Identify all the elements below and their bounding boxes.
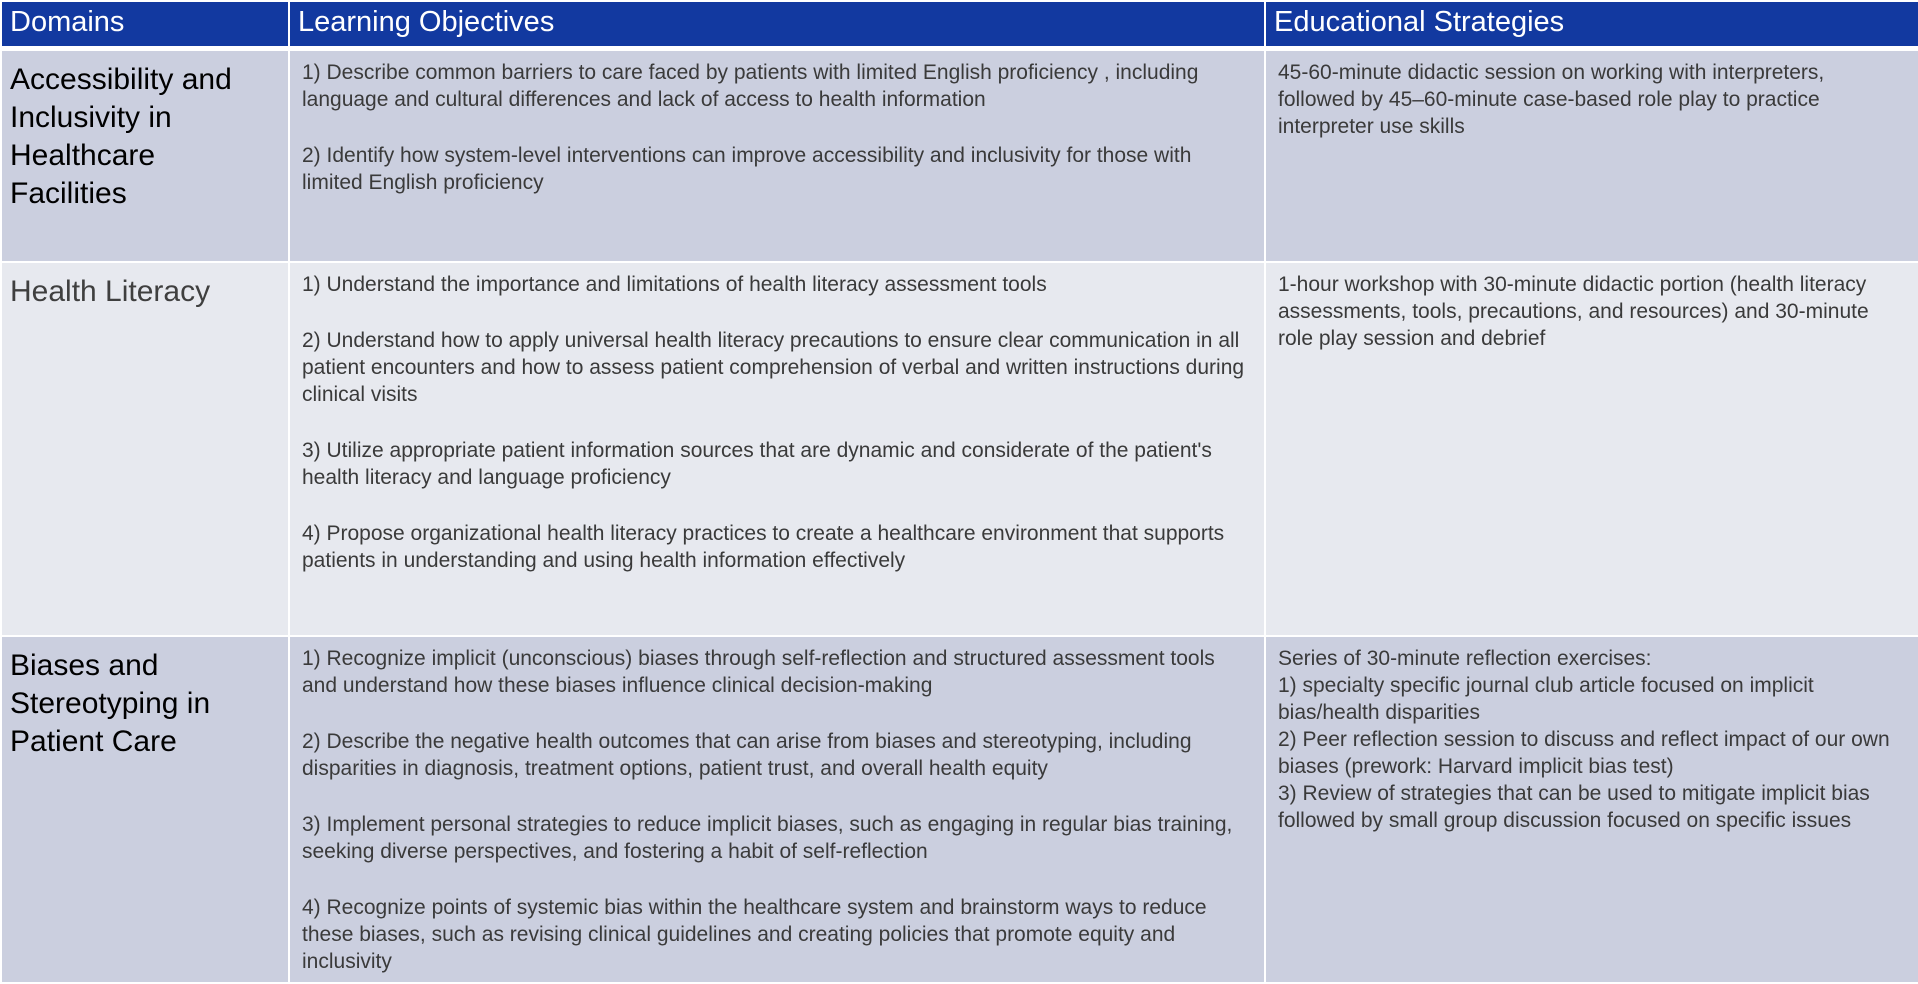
domain-cell: Accessibility and Inclusivity in Healthcare Facilities <box>1 48 289 262</box>
objectives-cell <box>289 636 1265 983</box>
strategy-item: 1) specialty specific journal club article focused on implicit bias/health disparities <box>1278 674 1814 724</box>
objective-item: 2) Understand how to apply universal health literacy precautions to ensure clear communication in all patient encounters and how to assess patient comprehension of verbal and written instructions during clinical visits <box>302 329 1245 406</box>
objective-item: 3) Utilize appropriate patient information sources that are dynamic and considerate of the patient's health literacy and language proficiency <box>302 439 1212 489</box>
objective-item: 4) Propose organizational health literacy practices to create a healthcare environment that supports patients in understanding and using health information effectively <box>302 522 1225 572</box>
header-row <box>1 1 1918 48</box>
objective-item: 1) Describe common barriers to care faced by patients with limited English proficiency , including language and cultural differences and lack of access to health information <box>302 60 1199 111</box>
table-row <box>1 636 1918 983</box>
strategy-item: Series of 30-minute reflection exercises: <box>1278 647 1652 670</box>
objective-item: 4) Recognize points of systemic bias within the healthcare system and brainstorm ways to reduce these biases, such as revising clinical guidelines and creating policies that promote equity and inclusivity <box>302 896 1207 973</box>
table-row <box>1 48 1918 262</box>
strategy-item: 45-60-minute didactic session on working with interpreters, followed by 45–60-minute case-based role play to practice interpreter use skills <box>1278 60 1825 138</box>
objective-item: 3) Implement personal strategies to reduce implicit biases, such as engaging in regular bias training, seeking diverse perspectives, and fostering a habit of self-reflection <box>302 813 1233 863</box>
objective-item: 2) Identify how system-level interventions can improve accessibility and inclusivity for those with limited English proficiency <box>302 143 1192 194</box>
domain-cell: Biases and Stereotyping in Patient Care <box>1 636 289 983</box>
strategies-cell <box>1265 262 1918 636</box>
domain-cell: Health Literacy <box>1 262 289 636</box>
strategies-cell <box>1265 48 1918 262</box>
header-educational-strategies: Educational Strategies <box>1265 1 1918 48</box>
strategy-item: 3) Review of strategies that can be used to mitigate implicit bias followed by small group discussion focused on specific issues <box>1278 782 1870 832</box>
objective-item: 1) Recognize implicit (unconscious) biases through self-reflection and structured assessment tools and understand how these biases influence clinical decision-making <box>302 647 1215 697</box>
header-learning-objectives: Learning Objectives <box>289 1 1265 48</box>
objective-item: 2) Describe the negative health outcomes that can arise from biases and stereotyping, including disparities in diagnosis, treatment options, patient trust, and overall health equity <box>302 730 1192 780</box>
table-row <box>1 262 1918 636</box>
objectives-cell <box>289 48 1265 262</box>
strategies-cell <box>1265 636 1918 983</box>
header-domains: Domains <box>1 1 289 48</box>
objectives-cell <box>289 262 1265 636</box>
objective-item: 1) Understand the importance and limitations of health literacy assessment tools <box>302 273 1047 296</box>
strategy-item: 2) Peer reflection session to discuss and reflect impact of our own biases (prework: Harvard implicit bias test) <box>1278 728 1890 778</box>
strategy-item: 1-hour workshop with 30-minute didactic portion (health literacy assessments, tools, precautions, and resources) and 30-minute role play session and debrief <box>1278 273 1869 350</box>
